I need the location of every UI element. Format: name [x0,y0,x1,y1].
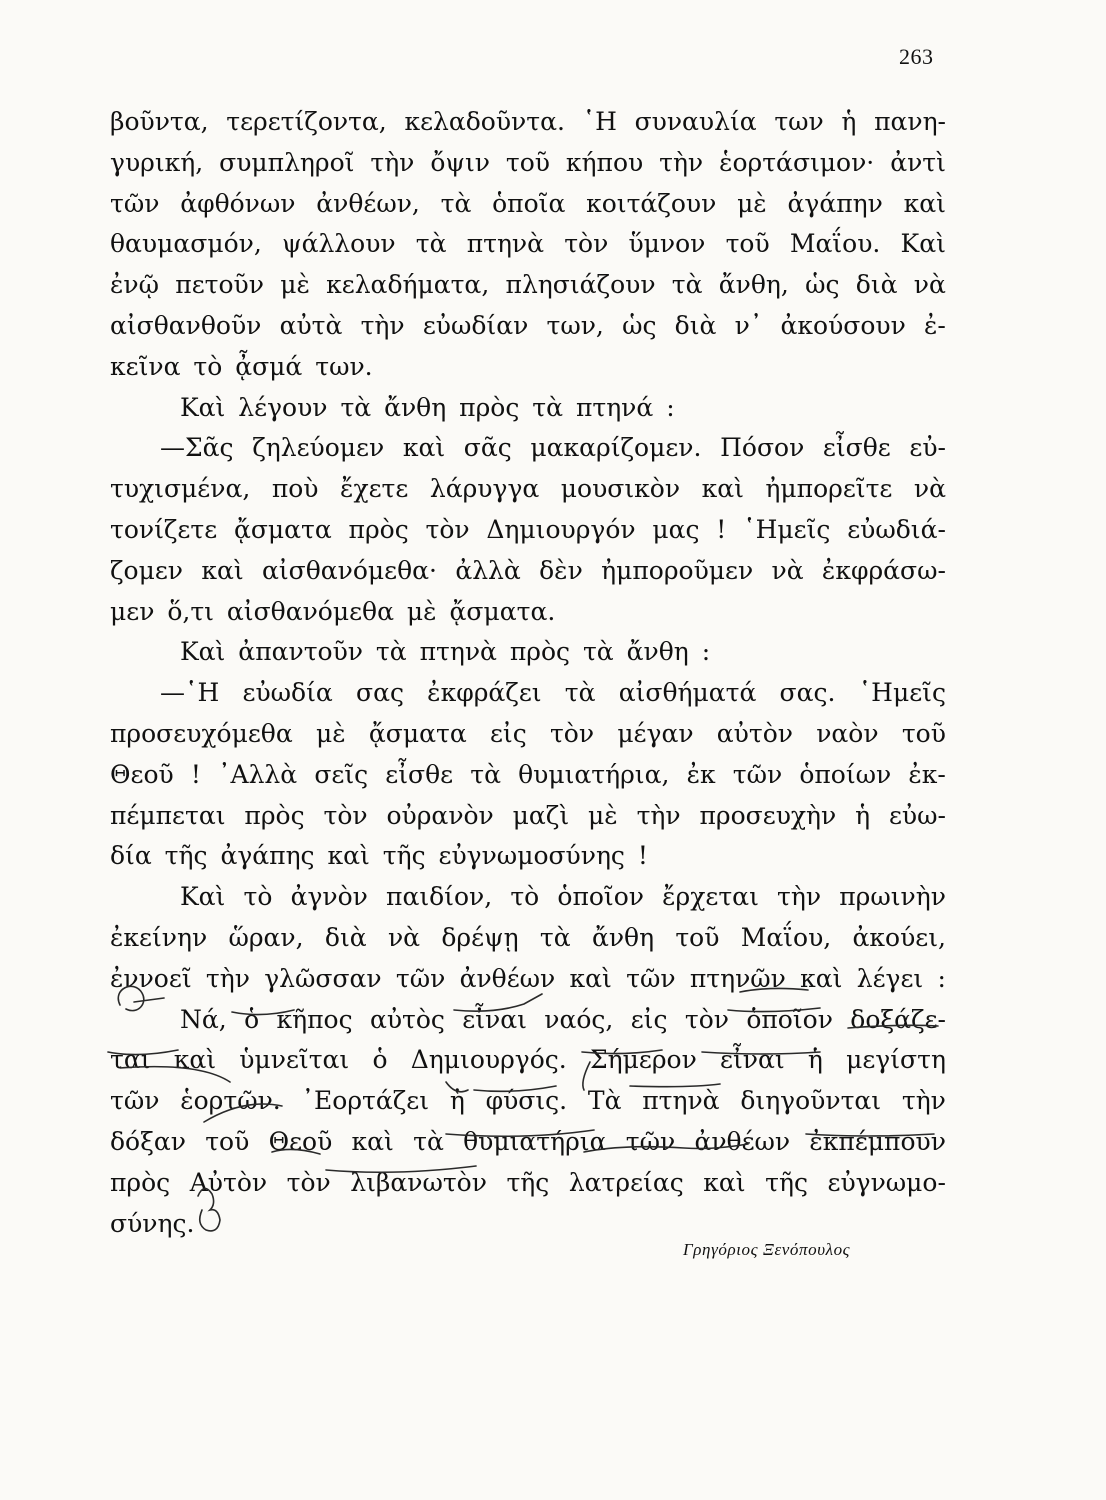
text-line: Νά, ὁ κῆπος αὐτὸς εἶναι ναός, εἰς τὸν ὁποῖον δοξάζε- [180,1004,946,1034]
text-line: γυρική, συμπληροῖ τὴν ὄψιν τοῦ κήπου τὴν ἑορτάσιμον· ἀντὶ [110,147,946,177]
text-line: ἐννοεῖ τὴν γλῶσσαν τῶν ἀνθέων καὶ τῶν πτηνῶν καὶ λέγει : [110,963,946,993]
text-line: Καὶ λέγουν τὰ ἄνθη πρὸς τὰ πτηνά : [180,392,675,422]
text-line: βοῦντα, τερετίζοντα, κελαδοῦντα. ῾Η συναυλία των ἡ πανη- [110,107,946,136]
text-line: σύνης. [110,1208,195,1238]
text-line: ται καὶ ὑμνεῖται ὁ Δημιουργός. Σήμερον εἶναι ἡ μεγίστη [110,1045,946,1075]
text-line: —Σᾶς ζηλεύομεν καὶ σᾶς μακαρίζομεν. Πόσον εἶσθε εὐ- [160,433,946,463]
text-line: δία τῆς ἀγάπης καὶ τῆς εὐγνωμοσύνης ! [110,841,648,871]
text-line: τυχισμένα, ποὺ ἔχετε λάρυγγα μουσικὸν καὶ ἠμπορεῖτε νὰ [110,474,946,504]
body-text [110,102,946,1244]
text-line: ἐνῷ πετοῦν μὲ κελαδήματα, πλησιάζουν τὰ ἄνθη, ὡς διὰ νὰ [110,270,946,300]
text-line: ἐκείνην ὥραν, διὰ νὰ δρέψῃ τὰ ἄνθη τοῦ Μαΐου, ἀκούει, [110,922,946,952]
text-line: δόξαν τοῦ Θεοῦ καὶ τὰ θυμιατήρια τῶν ἀνθέων ἐκπέμπουν [110,1126,946,1156]
text-line: μεν ὅ,τι αἰσθανόμεθα μὲ ᾄσματα. [110,596,556,626]
text-line: Θεοῦ ! ᾿Αλλὰ σεῖς εἶσθε τὰ θυμιατήρια, ἐκ τῶν ὁποίων ἐκ- [110,759,946,789]
text-line: τῶν ἀφθόνων ἀνθέων, τὰ ὁποῖα κοιτάζουν μὲ ἀγάπην καὶ [110,188,946,218]
author-signature: Γρηγόριος Ξενόπουλος [683,1240,851,1259]
text-line: κεῖνα τὸ ᾆσμά των. [110,351,373,381]
text-line: πρὸς Αὐτὸν τὸν λιβανωτὸν τῆς λατρείας καὶ τῆς εὐγνωμο- [110,1167,946,1197]
text-line: ζομεν καὶ αἰσθανόμεθα· ἀλλὰ δὲν ἠμποροῦμεν νὰ ἐκφράσω- [110,555,946,585]
text-line: τονίζετε ᾄσματα πρὸς τὸν Δημιουργόν μας ! ῾Ημεῖς εὐωδιά- [110,514,946,544]
text-line: θαυμασμόν, ψάλλουν τὰ πτηνὰ τὸν ὕμνον τοῦ Μαΐου. Καὶ [110,229,946,259]
text-line: τῶν ἑορτῶν. ᾿Εορτάζει ἡ φύσις. Τὰ πτηνὰ διηγοῦνται τὴν [110,1086,946,1116]
text-line: πέμπεται πρὸς τὸν οὐρανὸν μαζὶ μὲ τὴν προσευχὴν ἡ εὐω- [110,800,946,830]
text-line: Καὶ τὸ ἀγνὸν παιδίον, τὸ ὁποῖον ἔρχεται τὴν πρωινὴν [180,882,946,912]
text-line: αἰσθανθοῦν αὐτὰ τὴν εὐωδίαν των, ὡς διὰ ν᾽ ἀκούσουν ἐ- [110,310,946,340]
text-line: προσευχόμεθα μὲ ᾄσματα εἰς τὸν μέγαν αὐτὸν ναὸν τοῦ [110,718,946,748]
page-number: 263 [899,44,934,69]
text-line: —῾Η εὐωδία σας ἐκφράζει τὰ αἰσθήματά σας. ῾Ημεῖς [160,678,946,708]
text-line: Καὶ ἀπαντοῦν τὰ πτηνὰ πρὸς τὰ ἄνθη : [180,637,711,667]
